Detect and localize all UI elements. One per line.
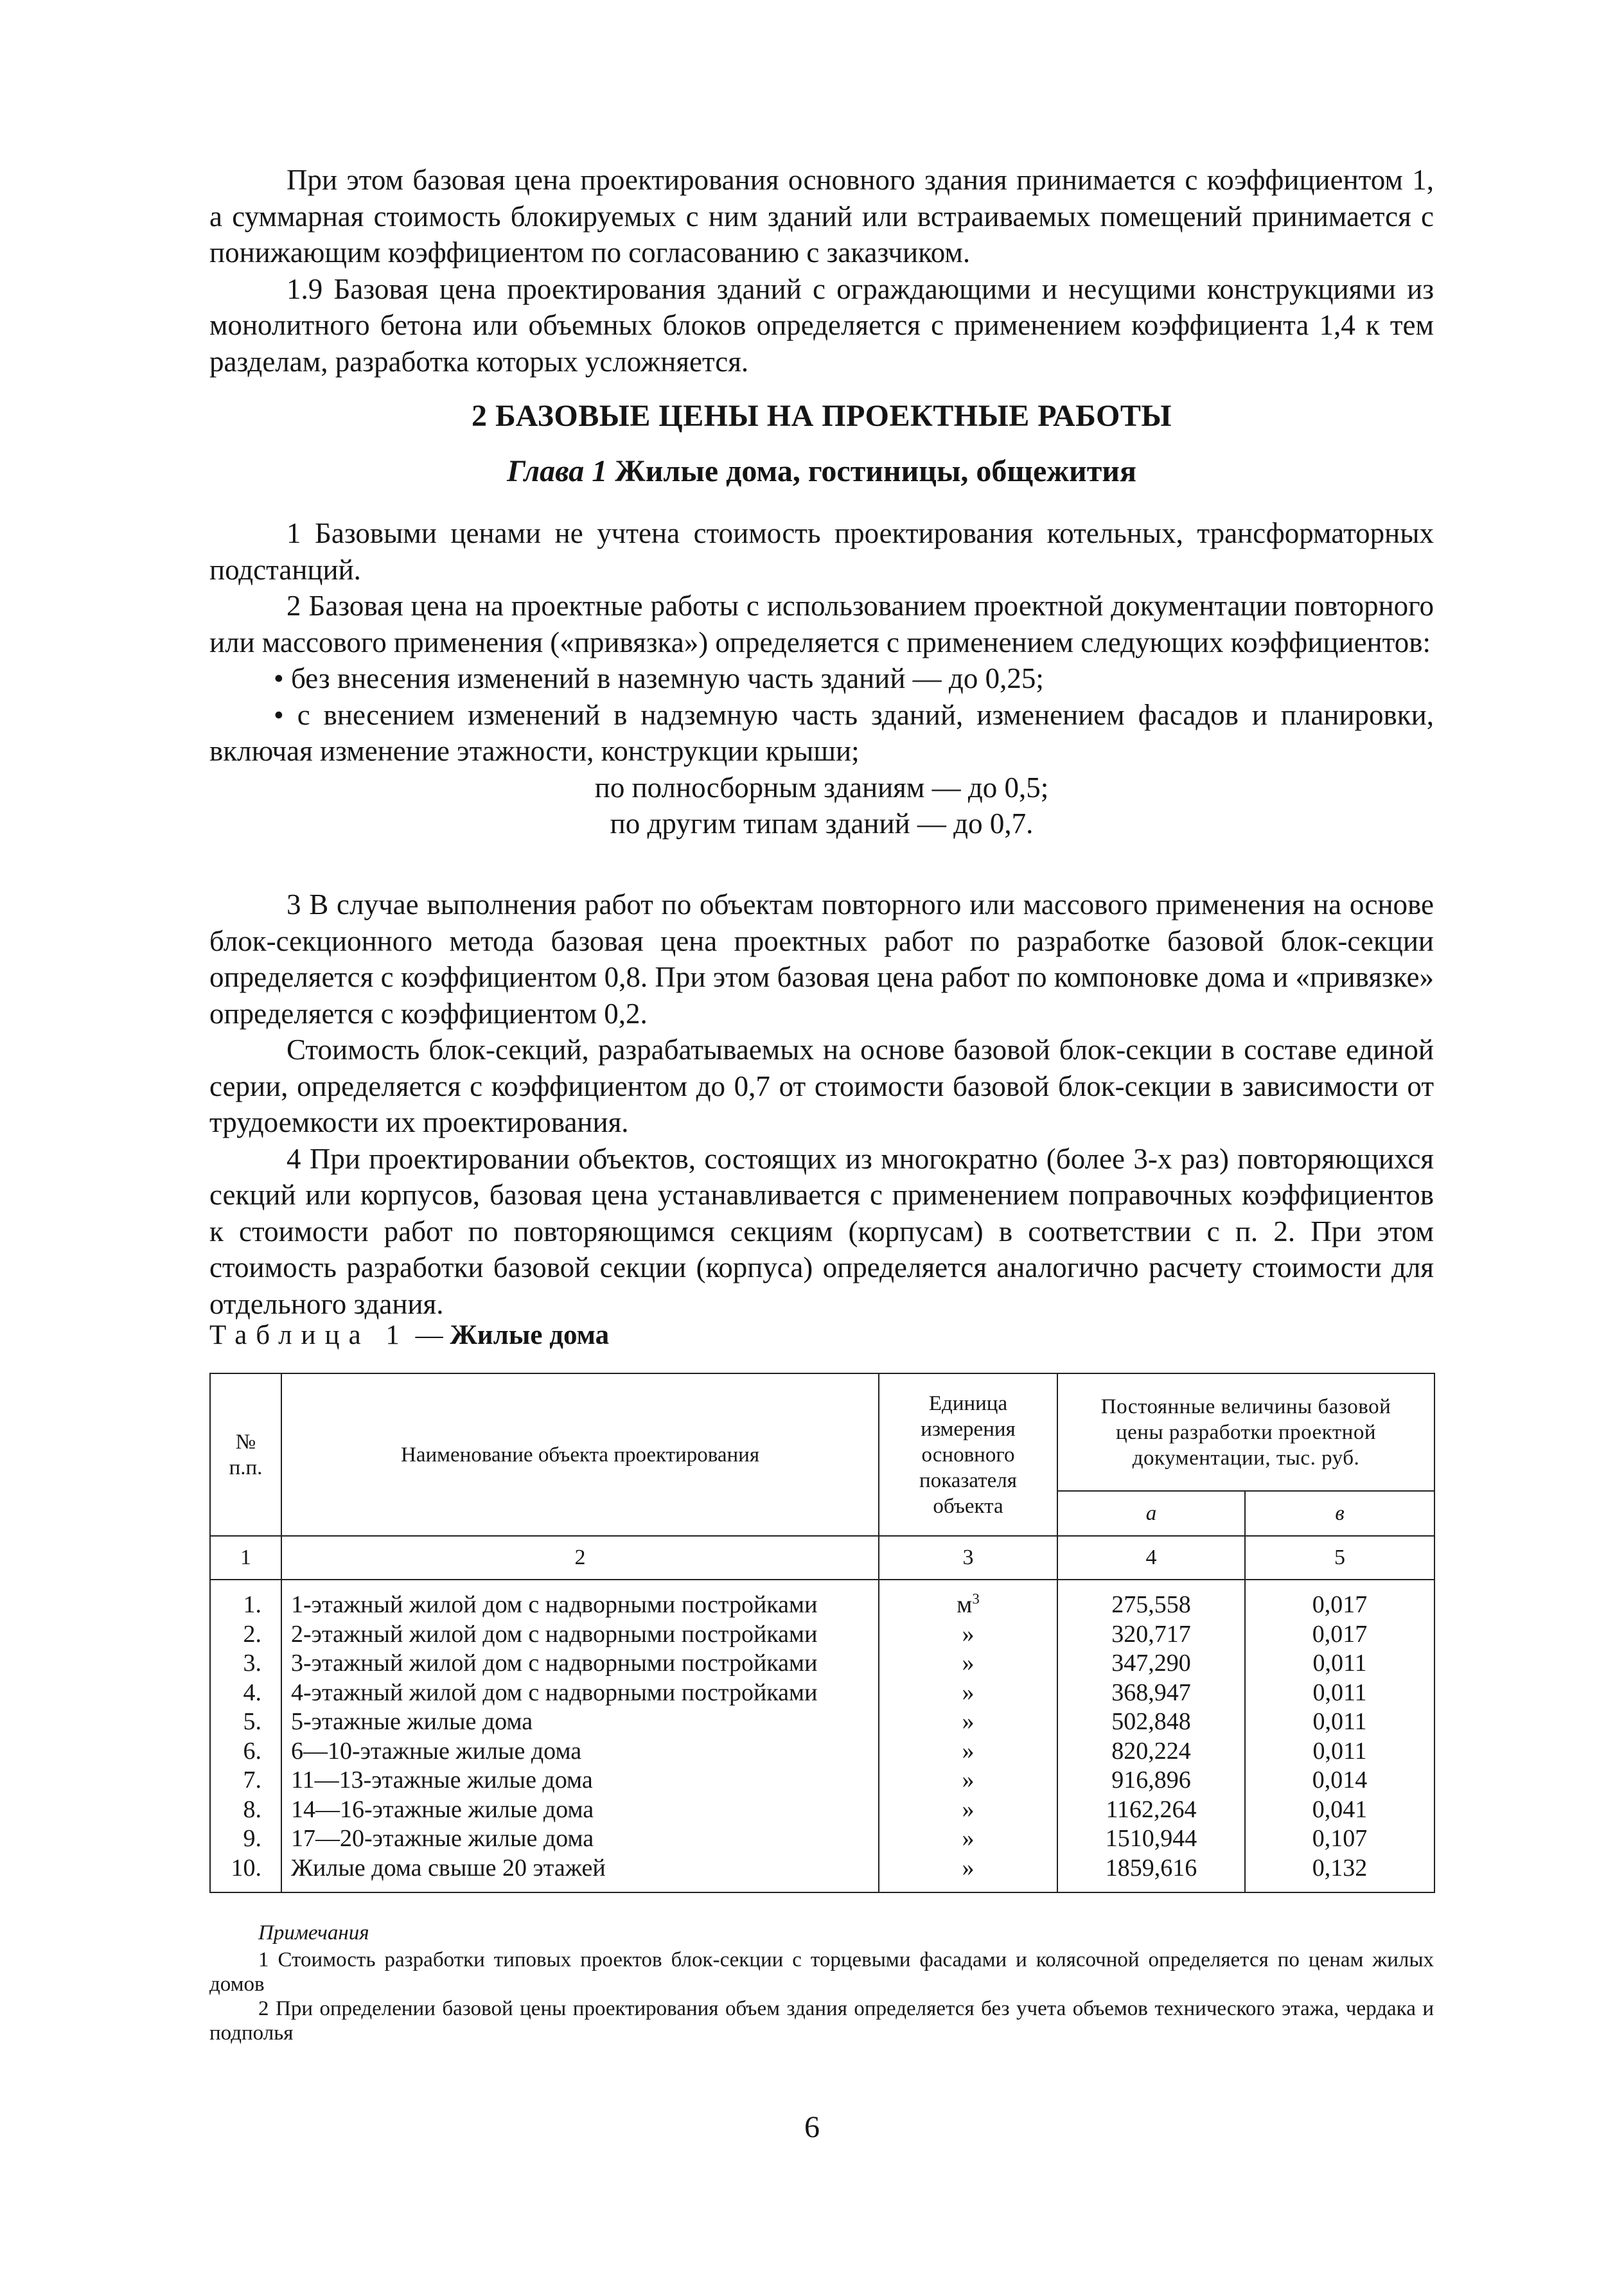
row-a: 1162,264 xyxy=(1106,1795,1197,1823)
table-body xyxy=(210,1580,1434,1892)
num-column xyxy=(210,1580,281,1892)
row-unit: » xyxy=(962,1679,975,1706)
row-b: 0,014 xyxy=(1312,1767,1368,1794)
row-a: 1859,616 xyxy=(1105,1854,1197,1882)
notes-title: Примечания xyxy=(258,1921,369,1944)
row-num: 8. xyxy=(243,1795,261,1823)
column-number: 2 xyxy=(281,1536,879,1580)
row-b: 0,107 xyxy=(1312,1825,1368,1852)
column-number: 3 xyxy=(879,1536,1057,1580)
paragraph: 4 При проектировании объектов, состоящих из многократно (более 3-х раз) повторяющихся секций или корпусов, базовая цена устанавливается с применением поправочных коэффициентов к стоимости работ по повторяющимся секциям (корпусам) в соответствии с п. 2. При этом стоимость разработки базовой секции (корпуса) определяется аналогично расчету стоимости для отдельного здания. xyxy=(209,1142,1434,1320)
row-name: 2-этажный жилой дом с надворными постройками xyxy=(291,1620,818,1648)
paragraph: При этом базовая цена проектирования основного здания принимается с коэффициентом 1, а суммарная стоимость блокируемых с ним зданий или встраиваемых помещений принимается с понижающим коэффициентом по согласованию с заказчиком. xyxy=(209,164,1434,269)
note-item: 1 Стоимость разработки типовых проектов блок-секции с торцевыми фасадами и колясочной определяется по ценам жилых домов xyxy=(209,1948,1434,1996)
row-b: 0,011 xyxy=(1312,1708,1367,1735)
note-item: 2 При определении базовой цены проектирования объем здания определяется без учета объемов технического этажа, чердака и подполья xyxy=(209,1997,1434,2045)
row-name: 3-этажный жилой дом с надворными постройками xyxy=(291,1650,818,1677)
row-a: 820,224 xyxy=(1111,1737,1191,1765)
intro-text xyxy=(209,162,1434,380)
table-title: Жилые дома xyxy=(450,1320,610,1350)
table-notes xyxy=(209,1921,1434,2045)
row-num: 7. xyxy=(243,1767,261,1794)
row-b: 0,011 xyxy=(1312,1679,1367,1706)
row-num: 3. xyxy=(243,1650,261,1677)
table-dash: — xyxy=(408,1320,450,1350)
row-name: 17—20-этажные жилые дома xyxy=(291,1825,594,1852)
row-a: 1510,944 xyxy=(1105,1825,1197,1852)
paragraph: 2 Базовая цена на проектные работы с использованием проектной документации повторного или массового применения («привязка») определяется с применением следующих коэффициентов: xyxy=(209,590,1434,658)
column-number: 1 xyxy=(210,1536,281,1580)
row-unit: » xyxy=(962,1767,975,1794)
header-unit: Единица измерения основного показателя объекта xyxy=(879,1373,1057,1536)
paragraph: Стоимость блок-секций, разрабатываемых на основе базовой блок-секции в составе единой серии, определяется с коэффициентом до 0,7 от стоимости базовой блок-секции в зависимости от трудоемкости их проектирования. xyxy=(209,1034,1434,1138)
section-title: 2 БАЗОВЫЕ ЦЕНЫ НА ПРОЕКТНЫЕ РАБОТЫ xyxy=(472,399,1172,433)
header-constants: Постоянные величины базовой цены разработки проектной документации, тыс. руб. xyxy=(1057,1373,1434,1491)
column-number: 5 xyxy=(1245,1536,1434,1580)
row-num: 1. xyxy=(243,1591,261,1618)
row-a: 916,896 xyxy=(1111,1767,1191,1794)
row-num: 10. xyxy=(231,1854,261,1882)
page-number: 6 xyxy=(804,2110,820,2144)
row-b: 0,041 xyxy=(1312,1795,1368,1823)
row-a: 347,290 xyxy=(1111,1650,1191,1677)
row-unit: » xyxy=(962,1825,975,1852)
table-label: Таблица 1 xyxy=(209,1320,409,1350)
row-name: 11—13-этажные жилые дома xyxy=(291,1767,593,1794)
row-a: 275,558 xyxy=(1111,1591,1191,1618)
row-unit: » xyxy=(962,1650,975,1677)
row-b: 0,011 xyxy=(1312,1737,1367,1765)
paragraph: 1.9 Базовая цена проектирования зданий с ограждающими и несущими конструкциями из монолитного бетона или объемных блоков определяется с применением коэффициента 1,4 к тем разделам, разработка которых усложняется. xyxy=(209,272,1434,378)
header-num: № п.п. xyxy=(210,1373,281,1536)
centered-line: по другим типам зданий — до 0,7. xyxy=(610,807,1034,840)
unit-column xyxy=(879,1580,1057,1892)
row-num: 9. xyxy=(243,1825,261,1852)
unit-exponent: 3 xyxy=(972,1591,980,1607)
bullet-item: • с внесением изменений в надземную часть зданий, изменением фасадов и планировки, включая изменение этажности, конструкции крыши; xyxy=(209,698,1434,767)
row-unit xyxy=(879,1591,1057,1620)
row-a: 320,717 xyxy=(1111,1620,1191,1648)
row-b: 0,017 xyxy=(1312,1591,1368,1618)
centered-line: по полносборным зданиям — до 0,5; xyxy=(594,771,1049,804)
row-unit: » xyxy=(962,1795,975,1823)
row-name: 14—16-этажные жилые дома xyxy=(291,1795,594,1823)
row-b: 0,011 xyxy=(1312,1650,1367,1677)
row-name: 4-этажный жилой дом с надворными постройками xyxy=(291,1679,818,1706)
row-b: 0,017 xyxy=(1312,1620,1368,1648)
row-unit: » xyxy=(962,1854,975,1882)
row-name: 6—10-этажные жилые дома xyxy=(291,1737,582,1765)
chapter-text xyxy=(209,515,1434,842)
body-text xyxy=(209,886,1434,1322)
row-num: 5. xyxy=(243,1708,261,1735)
table-caption xyxy=(209,1319,609,1351)
unit-base: м xyxy=(957,1591,973,1618)
row-a: 368,947 xyxy=(1111,1679,1191,1706)
row-a: 502,848 xyxy=(1111,1708,1191,1735)
row-num: 6. xyxy=(243,1737,261,1765)
column-number-row xyxy=(210,1536,1434,1580)
chapter-title xyxy=(209,454,1434,489)
row-name: 5-этажные жилые дома xyxy=(291,1708,533,1735)
chapter-prefix: Глава 1 xyxy=(507,454,608,488)
chapter-name: Жилые дома, гостиницы, общежития xyxy=(607,454,1136,488)
a-column xyxy=(1057,1580,1245,1892)
residential-table xyxy=(209,1373,1435,1893)
header-a: а xyxy=(1057,1491,1245,1536)
row-num: 4. xyxy=(243,1679,261,1706)
row-b: 0,132 xyxy=(1312,1854,1368,1882)
row-unit: » xyxy=(962,1708,975,1735)
header-b: в xyxy=(1245,1491,1434,1536)
row-unit: » xyxy=(962,1737,975,1765)
paragraph: 1 Базовыми ценами не учтена стоимость проектирования котельных, трансформаторных подстанций. xyxy=(209,517,1434,586)
paragraph: 3 В случае выполнения работ по объектам повторного или массового применения на основе блок-секционного метода базовая цена проектных работ по разработке базовой блок-секции определяется с коэффициентом 0,8. При этом базовая цена работ по компоновке дома и «привязке» определяется с коэффициентом 0,2. xyxy=(209,888,1434,1030)
header-name: Наименование объекта проектирования xyxy=(281,1373,879,1536)
row-unit: » xyxy=(962,1620,975,1648)
name-column xyxy=(281,1580,879,1892)
b-column xyxy=(1245,1580,1434,1892)
column-number: 4 xyxy=(1057,1536,1245,1580)
row-name: 1-этажный жилой дом с надворными постройками xyxy=(291,1591,818,1618)
bullet-item: • без внесения изменений в наземную часть зданий — до 0,25; xyxy=(274,662,1044,694)
row-num: 2. xyxy=(243,1620,261,1648)
row-name: Жилые дома свыше 20 этажей xyxy=(291,1854,606,1882)
